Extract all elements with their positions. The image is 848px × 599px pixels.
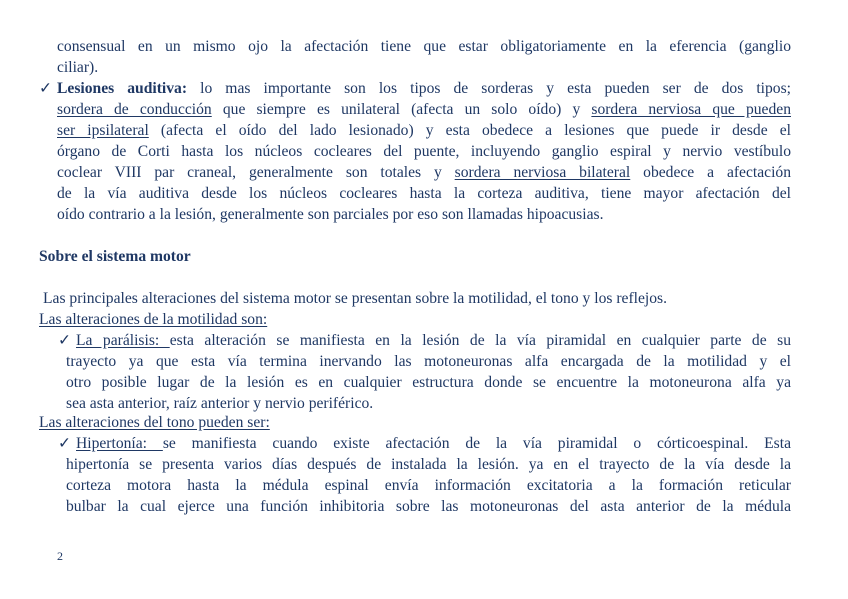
bullet-auditiva [39, 78, 791, 99]
paragraph-line [57, 183, 791, 204]
paragraph-line [66, 351, 791, 372]
paragraph-line [66, 393, 791, 414]
paragraph-line [57, 57, 791, 78]
bullet-title: Hipertonía: [76, 435, 163, 452]
checkmark-icon: ✓ [58, 332, 72, 349]
paragraph-line [66, 475, 791, 496]
bullet-title: Lesiones auditiva: [57, 80, 188, 97]
text-run: corteza motora hasta la médula espinal envía información excitatoria a la formación reticular [66, 477, 791, 494]
term-sordera-conduccion: sordera de conducción [57, 101, 212, 118]
bullet-title: La parálisis: [76, 332, 170, 349]
text-run: Las alteraciones de la motilidad son: [39, 311, 268, 328]
paragraph-line [57, 204, 791, 225]
term-sordera-bilateral: sordera nerviosa bilateral [454, 164, 631, 181]
text-run: lo mas importante son los tipos de sorderas y esta pueden ser de dos tipos; [187, 80, 792, 97]
section-heading: Sobre el sistema motor [39, 248, 191, 265]
text-run: trayecto ya que esta vía termina inervando las motoneuronas alfa encargada de la motilidad y el [66, 353, 791, 370]
text-run: obedece a afectación [630, 164, 791, 181]
text-run: ciliar). [57, 59, 99, 76]
text-run: oído contrario a la lesión, generalmente son parciales por eso son llamadas hipoacusias. [57, 206, 604, 223]
bullet-paralisis [58, 330, 791, 351]
text-run: consensual en un mismo ojo la afectación tiene que estar obligatoriamente en la eferencia (ganglio [57, 38, 791, 55]
paragraph-line [43, 288, 667, 309]
paragraph-line [57, 36, 791, 57]
text-run: Las principales alteraciones del sistema motor se presentan sobre la motilidad, el tono y los reflejos. [43, 290, 668, 307]
page-number: 2 [57, 549, 63, 563]
paragraph-line [57, 162, 791, 183]
text-run: esta alteración se manifiesta en la lesión de la vía piramidal en cualquier parte de su [169, 332, 791, 349]
paragraph-line [57, 99, 791, 120]
paragraph-line [66, 372, 791, 393]
text-run: (afecta el oído del lado lesionado) y esta obedece a lesiones que puede ir desde el [148, 122, 791, 139]
checkmark-icon: ✓ [58, 435, 72, 452]
paragraph-line [66, 496, 791, 517]
bullet-hipertonia [58, 433, 791, 454]
subheading-motilidad [39, 309, 267, 330]
text-run: otro posible lugar de la lesión es en cualquier estructura donde se encuentre la motoneurona alfa ya [66, 374, 791, 391]
text-run: órgano de Corti hasta los núcleos cocleares del puente, incluyendo ganglio espiral y nervio vestíbulo [57, 143, 791, 160]
paragraph-line [66, 454, 791, 475]
text-run: que siempre es unilateral (afecta un solo oído) y [211, 101, 592, 118]
text-run: de la vía auditiva desde los núcleos cocleares hasta la corteza auditiva, tiene mayor afectación del [57, 185, 791, 202]
term-ipsilateral: ser ipsilateral [57, 122, 149, 139]
paragraph-line [57, 120, 791, 141]
text-run: Las alteraciones del tono pueden ser: [39, 414, 270, 431]
text-run: se manifiesta cuando existe afectación de la vía piramidal o córticoespinal. Esta [162, 435, 791, 452]
subheading-tono [39, 412, 270, 433]
text-run: hipertonía se presenta varios días después de instalada la lesión. ya en el trayecto de la vía desde la [66, 456, 791, 473]
checkmark-icon: ✓ [39, 80, 53, 97]
text-run: coclear VIII par craneal, generalmente son totales y [57, 164, 455, 181]
text-run: sea asta anterior, raíz anterior y nervio periférico. [66, 395, 374, 412]
term-sordera-nerviosa: sordera nerviosa que pueden [591, 101, 791, 118]
paragraph-line [57, 141, 791, 162]
text-run: bulbar la cual ejerce una función inhibitoria sobre las motoneuronas del asta anterior de la médula [66, 498, 791, 515]
